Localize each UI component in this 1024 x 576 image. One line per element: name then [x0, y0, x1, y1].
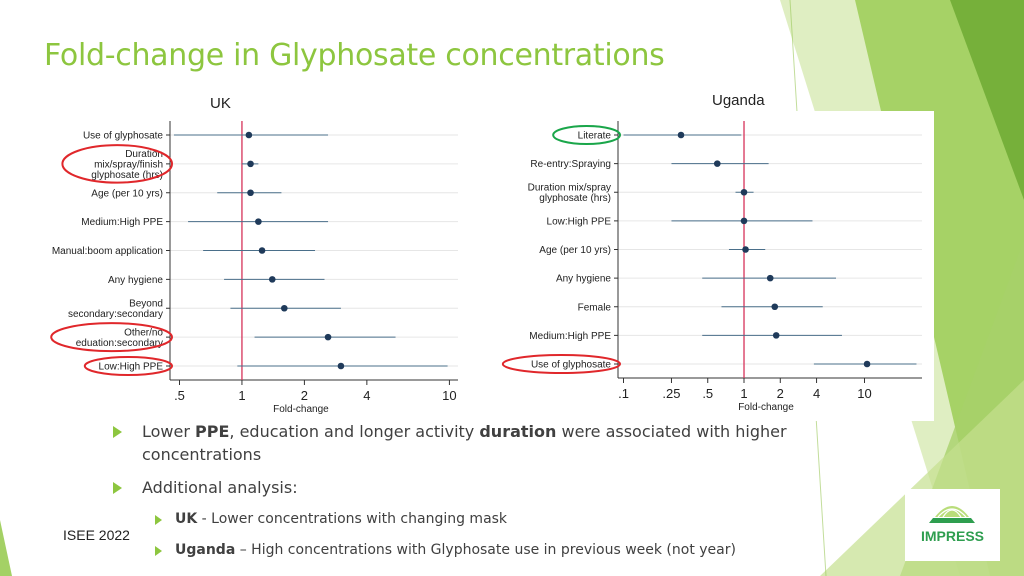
point-estimate	[773, 332, 780, 339]
point-estimate	[269, 276, 276, 283]
point-estimate	[255, 218, 262, 225]
bullet-1	[142, 420, 802, 466]
row-label-line: secondary:secondary	[67, 309, 163, 320]
row-label	[76, 327, 164, 349]
point-estimate	[281, 305, 288, 312]
row-label	[530, 159, 611, 170]
row-label-line: Use of glyphosate	[82, 130, 163, 142]
uk-forest-plot	[30, 112, 470, 417]
point-estimate	[259, 247, 266, 254]
row-label-line: Low:High PPE	[98, 361, 163, 373]
row-label	[68, 299, 163, 321]
x-tick-label: 1	[238, 388, 246, 403]
bullet-1-text-b: , education and longer activity	[229, 422, 480, 441]
x-axis-label: Fold-change	[273, 404, 329, 415]
x-tick-label: 1	[740, 386, 748, 401]
row-label-line: Female	[577, 302, 611, 314]
x-tick-label: .5	[174, 388, 185, 403]
row-label	[578, 302, 612, 313]
row-label	[556, 274, 611, 285]
point-estimate	[864, 361, 871, 368]
impress-logo-icon	[905, 489, 1000, 561]
row-label-line: Beyond	[129, 298, 163, 310]
row-label	[539, 245, 611, 256]
event-label: ISEE 2022	[63, 527, 130, 543]
row-label	[99, 362, 164, 373]
row-label	[108, 275, 163, 286]
row-label	[91, 188, 163, 199]
row-label	[578, 131, 612, 142]
point-estimate	[767, 275, 774, 282]
row-label-line: Duration	[125, 148, 163, 160]
row-label	[528, 183, 611, 205]
row-label-line: Re-entry:Spraying	[530, 159, 611, 171]
x-tick-label: 4	[363, 388, 371, 403]
point-estimate	[771, 303, 778, 310]
x-tick-label: .5	[702, 386, 714, 401]
row-label-line: Use of glyphosate	[530, 359, 611, 371]
row-label	[83, 131, 163, 142]
x-tick-label: 2	[300, 388, 309, 403]
point-estimate	[741, 218, 748, 225]
row-label-line: glyphosate (hrs)	[91, 169, 163, 181]
bullet-2: Additional analysis:	[142, 478, 298, 497]
uganda-forest-plot	[497, 111, 934, 421]
row-label	[81, 217, 163, 228]
row-label-line: glyphosate (hrs)	[539, 193, 611, 204]
sub-bullet-uganda-text: – High concentrations with Glyphosate use in previous week (not year)	[235, 542, 736, 558]
row-label	[52, 246, 163, 257]
point-estimate	[247, 161, 254, 168]
x-tick-label: 4	[812, 386, 821, 401]
uganda-label: Uganda	[712, 92, 765, 109]
bullet-1-text-a: Lower	[142, 422, 196, 441]
impress-logo	[905, 489, 1000, 561]
row-label-line: Any hygiene	[107, 274, 163, 286]
sub-bullet-uganda	[175, 542, 736, 558]
x-axis-label: Fold-change	[738, 402, 794, 413]
sub-bullet-arrow-icon	[155, 546, 162, 556]
row-label-line: eduation:secondary	[75, 337, 163, 349]
sub-bullet-arrow-icon	[155, 515, 162, 525]
bullet-arrow-icon	[113, 426, 122, 438]
x-tick-label: 10	[442, 388, 457, 403]
point-estimate	[325, 334, 332, 341]
page-title: Fold-change in Glyphosate concentrations	[44, 38, 665, 73]
row-label-line: Low:High PPE	[546, 216, 611, 228]
row-label-line: mix/spray/finish	[94, 159, 163, 171]
point-estimate	[247, 189, 254, 196]
point-estimate	[678, 132, 685, 139]
sub-bullet-uk-text: - Lower concentrations with changing mask	[197, 511, 508, 527]
row-label-line: Any hygiene	[555, 273, 611, 285]
uk-label: UK	[210, 95, 231, 112]
row-label-line: Duration mix/spray	[527, 182, 611, 194]
bullet-1-bold-ppe: PPE	[195, 422, 230, 441]
row-label-line: Age (per 10 yrs)	[539, 245, 611, 256]
x-tick-label: .1	[618, 386, 629, 401]
row-label	[531, 360, 611, 371]
sub-bullet-uk	[175, 511, 507, 527]
row-label-line: Manual:boom application	[51, 246, 163, 257]
bullet-arrow-icon	[113, 482, 122, 494]
row-label-line: Other/no	[124, 327, 163, 339]
bullet-1-bold-duration: duration	[479, 422, 557, 441]
sub-bullet-uk-bold: UK	[175, 511, 198, 527]
bullet-1-text-c: were associated with higher concentrations	[142, 422, 787, 464]
point-estimate	[742, 246, 749, 253]
point-estimate	[246, 132, 253, 139]
row-label	[529, 331, 611, 342]
point-estimate	[741, 189, 748, 196]
x-tick-label: 2	[776, 386, 784, 401]
point-estimate	[714, 160, 721, 167]
row-label-line: Literate	[577, 130, 611, 142]
logo-text: IMPRESS	[920, 528, 985, 544]
sub-bullet-uganda-bold: Uganda	[175, 542, 236, 558]
row-label	[547, 216, 612, 227]
point-estimate	[338, 363, 345, 370]
x-tick-label: 10	[857, 386, 872, 401]
x-tick-label: .25	[662, 386, 681, 401]
row-label	[91, 149, 163, 181]
row-label-line: Medium:High PPE	[81, 217, 163, 229]
row-label-line: Medium:High PPE	[529, 330, 611, 342]
row-label-line: Age (per 10 yrs)	[91, 188, 163, 200]
